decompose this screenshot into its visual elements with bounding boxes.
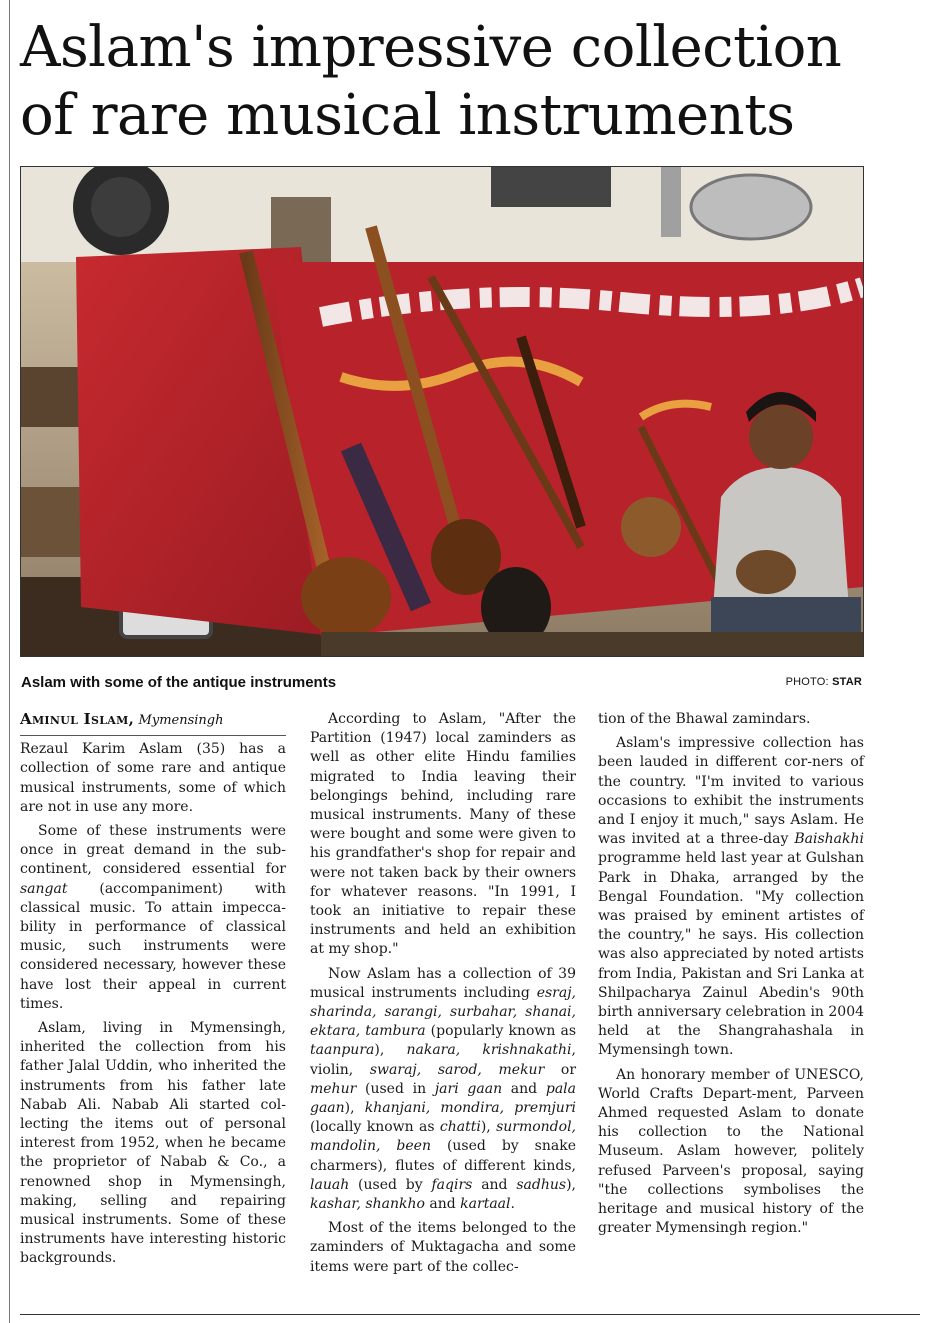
photo-credit-label: PHOTO:	[785, 676, 833, 688]
paragraph: According to Aslam, "After the Partition (1947) local zaminders as well as other elite Hindu families migrated to India leaving their belongings behind, including rare musical instruments. Many of these were bought and some were given to his grandfather's shop for repair and were not taken back by their owners for whatever reasons. "In 1991, I took an initiative to repair these instruments and held an exhibition at my shop."	[310, 711, 576, 958]
paragraph: tion of the Bhawal zamindars.	[598, 711, 811, 727]
article-column-2	[310, 710, 576, 1282]
article-column-3	[598, 710, 864, 1243]
bottom-rule	[20, 1314, 920, 1315]
photo-credit	[786, 676, 862, 688]
byline-author: Aminul Islam,	[20, 710, 135, 728]
paragraph: Aslam's impressive collection has been lauded in different cor-ners of the country. "I'm invited to various occasions to exhibit the instruments and I enjoy it much," says Aslam. He was invited at a three-day Baishakhi programme held last year at Gulshan Park in Dhaka, arranged by the Bengal Foundation. "My collection was praised by eminent artistes of the country," he says. His collection was also appreciated by noted artists from India, Pakistan and Sri Lanka at Shilpacharya Zainul Abedin's 90th birth anniversary celebration in 2004 held at the Shangrahashala in Mymensingh town.	[598, 735, 865, 1059]
byline	[20, 710, 286, 736]
article-photo	[20, 166, 864, 657]
left-column-rule	[9, 0, 10, 1323]
paragraph: Aslam, living in Mymensingh, inherited the collection from his father Jalal Uddin, who inherited the instruments from his father late Nabab Ali. Nabab Ali started col-lecting the items out of personal interest from 1952, when he became the proprietor of Nabab & Co., a renowned shop in Mymensingh, making, selling and repairing musical instruments. Some of these instruments have interesting historic backgrounds.	[20, 1020, 286, 1267]
paragraph: Most of the items belonged to the zaminders of Muktagacha and some items were part of the collec-	[310, 1220, 576, 1275]
photo-credit-source: STAR	[832, 676, 862, 688]
photo-caption: Aslam with some of the antique instruments	[21, 674, 337, 691]
paragraph: Some of these instruments were once in great demand in the sub-continent, considered essential for sangat (accompaniment) with classical music. To attain impecca-bility in performance of classical music, such instruments were considered necessary, however these have lost their appeal in current times.	[20, 823, 286, 1012]
paragraph: An honorary member of UNESCO, World Crafts Depart-ment, Parveen Ahmed requested Aslam to donate his collection to the National Museum. Aslam however, politely refused Parveen's proposal, saying "the collections symbolises the heritage and musical history of the greater Mymensingh region."	[598, 1066, 864, 1237]
photo-illustration	[21, 167, 863, 656]
article-column-1	[20, 710, 286, 1274]
headline-line-1: Aslam's impressive collection	[20, 15, 842, 80]
paragraph: Rezaul Karim Aslam (35) has a collection of some rare and antique musical instruments, some of which are not in use any more.	[20, 741, 286, 815]
byline-place: Mymensingh	[138, 713, 224, 728]
headline	[20, 14, 920, 150]
headline-line-2: of rare musical instruments	[20, 83, 795, 148]
paragraph: Now Aslam has a collection of 39 musical instruments including esraj, sharinda, sarangi, surbahar, shanai, ektara, tambura (popularly known as taanpura), nakara, krishnakathi, violin, swaraj, sarod, mekur or mehur (used in jari gaan and pala gaan), khanjani, mondira, premjuri (locally known as chatti), surmondol, mandolin, been (used by snake charmers), flutes of different kinds, lauah (used by faqirs and sadhus), kashar, shankho and kartaal.	[310, 965, 577, 1213]
